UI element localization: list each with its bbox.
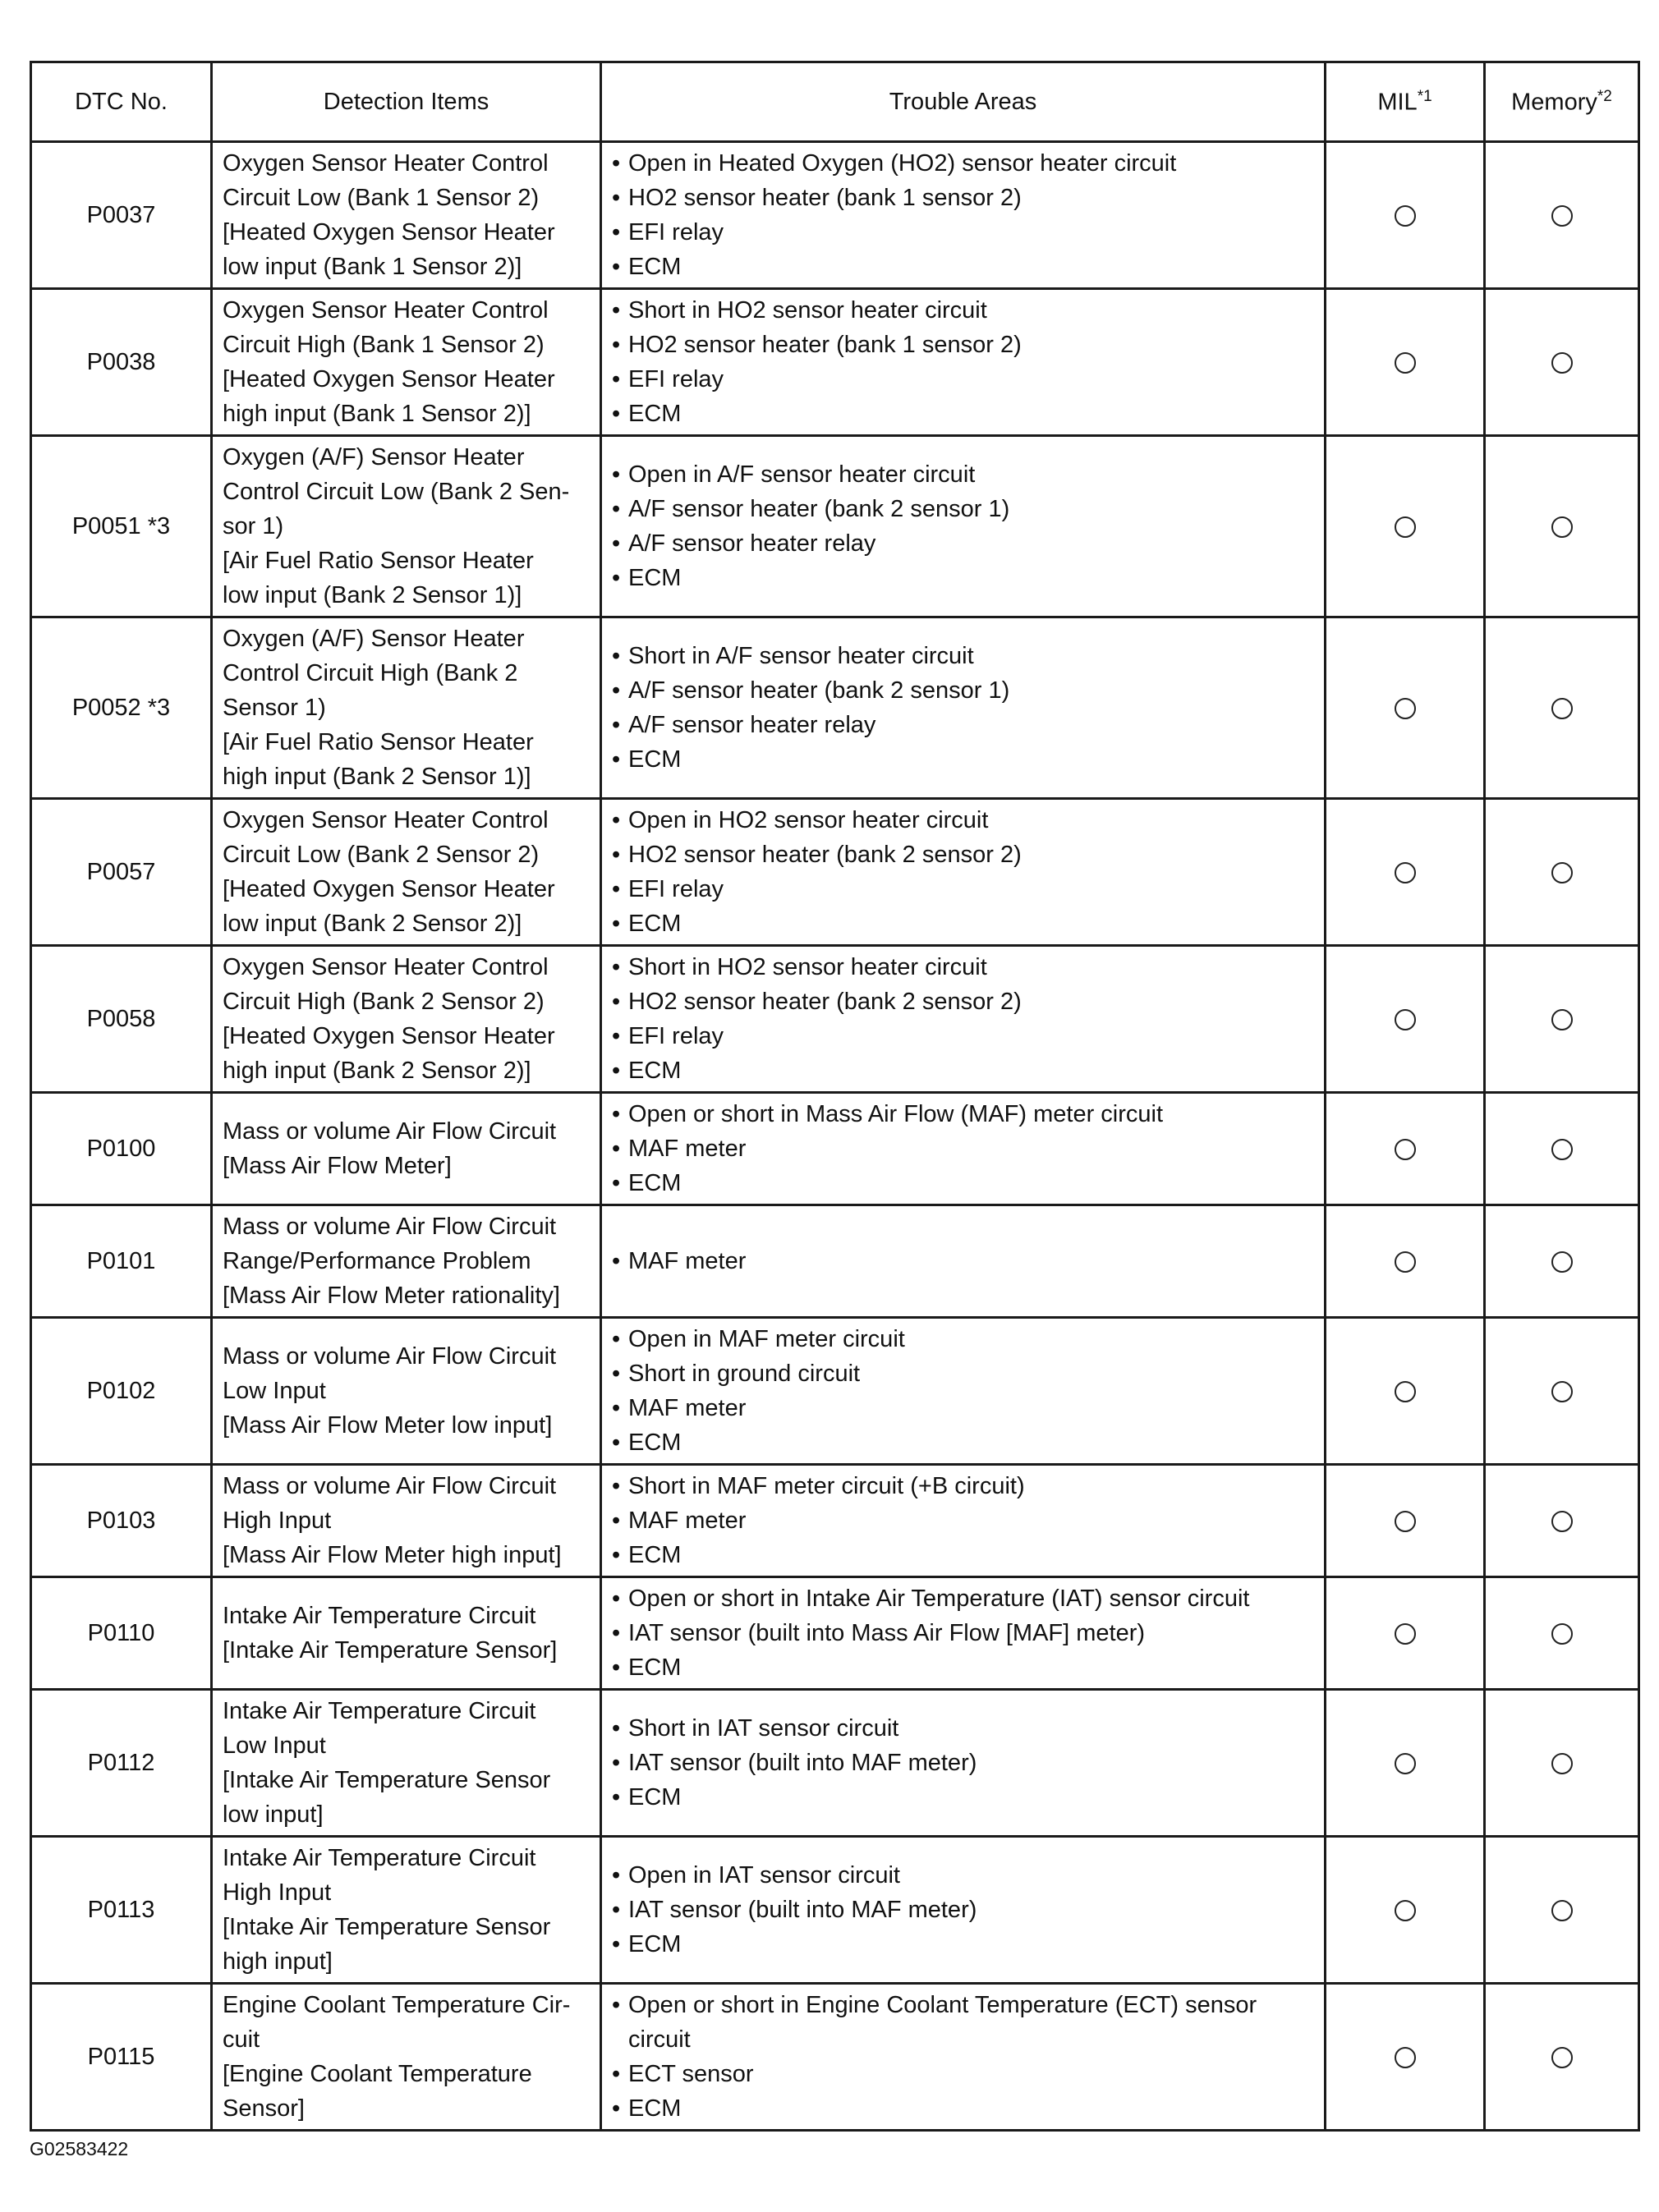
trouble-areas-cell bbox=[601, 946, 1326, 1093]
trouble-area-item: • Short in A/F sensor heater circuit bbox=[612, 639, 1316, 673]
trouble-area-item: • EFI relay bbox=[612, 215, 1316, 250]
trouble-area-item: • ECM bbox=[612, 1425, 1316, 1460]
trouble-area-item: • A/F sensor heater relay bbox=[612, 526, 1316, 561]
mil-cell bbox=[1326, 1465, 1485, 1577]
memory-cell bbox=[1485, 1577, 1639, 1690]
table-row bbox=[31, 1093, 1639, 1205]
detection-line: Low Input bbox=[223, 1378, 326, 1404]
detection-line: low input] bbox=[223, 1801, 324, 1828]
mil-circle-icon bbox=[1395, 516, 1416, 538]
trouble-area-item: • Open in MAF meter circuit bbox=[612, 1322, 1316, 1356]
dtc-code: P0058 bbox=[31, 946, 212, 1093]
detection-line: [Intake Air Temperature Sensor bbox=[223, 1767, 551, 1793]
dtc-code: P0113 bbox=[31, 1837, 212, 1984]
trouble-area-item: • Open or short in Intake Air Temperature (IAT) sensor circuit bbox=[612, 1581, 1316, 1616]
detection-line: low input (Bank 2 Sensor 2)] bbox=[223, 911, 522, 937]
mil-cell bbox=[1326, 1984, 1485, 2131]
mil-circle-icon bbox=[1395, 1900, 1416, 1921]
detection-items-cell bbox=[212, 1465, 601, 1577]
trouble-area-item: • ECM bbox=[612, 1053, 1316, 1088]
mil-circle-icon bbox=[1395, 1511, 1416, 1532]
memory-circle-icon bbox=[1551, 516, 1573, 538]
detection-line: [Heated Oxygen Sensor Heater bbox=[223, 219, 555, 246]
detection-line: [Mass Air Flow Meter] bbox=[223, 1153, 452, 1179]
table-row bbox=[31, 1318, 1639, 1465]
detection-line: Circuit High (Bank 1 Sensor 2) bbox=[223, 332, 545, 358]
detection-line: Mass or volume Air Flow Circuit bbox=[223, 1214, 557, 1240]
header-dtc-no: DTC No. bbox=[31, 62, 212, 142]
detection-line: [Mass Air Flow Meter low input] bbox=[223, 1412, 553, 1439]
dtc-code: P0102 bbox=[31, 1318, 212, 1465]
dtc-code: P0100 bbox=[31, 1093, 212, 1205]
trouble-areas-cell bbox=[601, 1577, 1326, 1690]
detection-line: Range/Performance Problem bbox=[223, 1248, 531, 1274]
trouble-area-item: • IAT sensor (built into MAF meter) bbox=[612, 1746, 1316, 1780]
detection-line: Oxygen (A/F) Sensor Heater bbox=[223, 444, 525, 470]
detection-line: Sensor 1) bbox=[223, 695, 326, 721]
detection-line: low input (Bank 2 Sensor 1)] bbox=[223, 582, 522, 608]
detection-line: Control Circuit High (Bank 2 bbox=[223, 660, 518, 686]
table-row bbox=[31, 1837, 1639, 1984]
detection-line: Oxygen Sensor Heater Control bbox=[223, 807, 549, 833]
trouble-area-item: • ECM bbox=[612, 742, 1316, 777]
mil-circle-icon bbox=[1395, 2047, 1416, 2068]
detection-line: Circuit Low (Bank 1 Sensor 2) bbox=[223, 185, 540, 211]
detection-line: [Intake Air Temperature Sensor] bbox=[223, 1637, 558, 1664]
trouble-area-item: • Open in Heated Oxygen (HO2) sensor heater circuit bbox=[612, 146, 1316, 181]
detection-items-cell bbox=[212, 289, 601, 436]
trouble-area-item: • Open or short in Mass Air Flow (MAF) meter circuit bbox=[612, 1097, 1316, 1131]
trouble-area-item: • MAF meter bbox=[612, 1391, 1316, 1425]
trouble-area-item: • EFI relay bbox=[612, 362, 1316, 397]
trouble-area-item: • HO2 sensor heater (bank 1 sensor 2) bbox=[612, 181, 1316, 215]
detection-line: [Engine Coolant Temperature bbox=[223, 2061, 532, 2087]
trouble-area-item: • A/F sensor heater relay bbox=[612, 708, 1316, 742]
memory-circle-icon bbox=[1551, 1511, 1573, 1532]
trouble-area-item: • ECM bbox=[612, 1650, 1316, 1685]
mil-circle-icon bbox=[1395, 1381, 1416, 1402]
trouble-area-item: • ECM bbox=[612, 1780, 1316, 1815]
memory-cell bbox=[1485, 1093, 1639, 1205]
trouble-area-item: • A/F sensor heater (bank 2 sensor 1) bbox=[612, 492, 1316, 526]
trouble-areas-cell bbox=[601, 1837, 1326, 1984]
trouble-area-item: • HO2 sensor heater (bank 1 sensor 2) bbox=[612, 328, 1316, 362]
memory-circle-icon bbox=[1551, 1900, 1573, 1921]
header-memory bbox=[1485, 62, 1639, 142]
trouble-areas-cell bbox=[601, 436, 1326, 617]
mil-cell bbox=[1326, 436, 1485, 617]
memory-cell bbox=[1485, 1318, 1639, 1465]
detection-line: high input (Bank 2 Sensor 1)] bbox=[223, 764, 531, 790]
detection-line: [Intake Air Temperature Sensor bbox=[223, 1914, 551, 1940]
detection-items-cell bbox=[212, 142, 601, 289]
mil-cell bbox=[1326, 1577, 1485, 1690]
header-mil bbox=[1326, 62, 1485, 142]
detection-items-cell bbox=[212, 1837, 601, 1984]
memory-circle-icon bbox=[1551, 1381, 1573, 1402]
memory-circle-icon bbox=[1551, 205, 1573, 227]
mil-circle-icon bbox=[1395, 862, 1416, 883]
header-mil-footnote: *1 bbox=[1417, 87, 1432, 105]
detection-line: Mass or volume Air Flow Circuit bbox=[223, 1343, 557, 1370]
figure-id: G02583422 bbox=[30, 2138, 129, 2159]
detection-line: low input (Bank 1 Sensor 2)] bbox=[223, 254, 522, 280]
mil-cell bbox=[1326, 289, 1485, 436]
memory-circle-icon bbox=[1551, 1139, 1573, 1160]
detection-items-cell bbox=[212, 1577, 601, 1690]
detection-line: [Mass Air Flow Meter high input] bbox=[223, 1542, 562, 1568]
dtc-code: P0037 bbox=[31, 142, 212, 289]
detection-items-cell bbox=[212, 1690, 601, 1837]
memory-cell bbox=[1485, 1205, 1639, 1318]
mil-cell bbox=[1326, 1093, 1485, 1205]
trouble-area-item: • MAF meter bbox=[612, 1244, 1316, 1278]
detection-line: Oxygen Sensor Heater Control bbox=[223, 297, 549, 324]
trouble-area-item: • Short in ground circuit bbox=[612, 1356, 1316, 1391]
detection-line: Circuit Low (Bank 2 Sensor 2) bbox=[223, 842, 540, 868]
trouble-area-item: • Short in IAT sensor circuit bbox=[612, 1711, 1316, 1746]
trouble-area-item: • Open in HO2 sensor heater circuit bbox=[612, 803, 1316, 838]
detection-line: [Heated Oxygen Sensor Heater bbox=[223, 1023, 555, 1049]
detection-line: Engine Coolant Temperature Cir- bbox=[223, 1992, 571, 2018]
trouble-areas-cell bbox=[601, 289, 1326, 436]
memory-cell bbox=[1485, 1984, 1639, 2131]
detection-line: Circuit High (Bank 2 Sensor 2) bbox=[223, 989, 545, 1015]
detection-line: [Mass Air Flow Meter rationality] bbox=[223, 1283, 560, 1309]
memory-circle-icon bbox=[1551, 862, 1573, 883]
detection-line: cuit bbox=[223, 2026, 260, 2053]
memory-circle-icon bbox=[1551, 1623, 1573, 1645]
trouble-area-item: • MAF meter bbox=[612, 1131, 1316, 1166]
detection-items-cell bbox=[212, 617, 601, 799]
detection-items-cell bbox=[212, 946, 601, 1093]
mil-circle-icon bbox=[1395, 698, 1416, 719]
detection-line: Intake Air Temperature Circuit bbox=[223, 1698, 536, 1724]
detection-line: [Heated Oxygen Sensor Heater bbox=[223, 876, 555, 902]
header-trouble-areas: Trouble Areas bbox=[601, 62, 1326, 142]
dtc-code: P0052 *3 bbox=[31, 617, 212, 799]
mil-circle-icon bbox=[1395, 205, 1416, 227]
table-row bbox=[31, 1984, 1639, 2131]
trouble-areas-cell bbox=[601, 1205, 1326, 1318]
trouble-area-item: • ECM bbox=[612, 561, 1316, 595]
dtc-code: P0103 bbox=[31, 1465, 212, 1577]
detection-line: [Air Fuel Ratio Sensor Heater bbox=[223, 729, 534, 755]
detection-line: Control Circuit Low (Bank 2 Sen- bbox=[223, 479, 570, 505]
detection-items-cell bbox=[212, 436, 601, 617]
trouble-areas-cell bbox=[601, 1984, 1326, 2131]
trouble-area-item: • ECM bbox=[612, 397, 1316, 431]
detection-line: Oxygen Sensor Heater Control bbox=[223, 150, 549, 177]
trouble-areas-cell bbox=[601, 1318, 1326, 1465]
detection-items-cell bbox=[212, 1984, 601, 2131]
detection-items-cell bbox=[212, 1205, 601, 1318]
detection-items-cell bbox=[212, 799, 601, 946]
table-row bbox=[31, 142, 1639, 289]
trouble-area-item: • ECM bbox=[612, 2091, 1316, 2126]
detection-line: high input (Bank 2 Sensor 2)] bbox=[223, 1058, 531, 1084]
trouble-areas-cell bbox=[601, 617, 1326, 799]
memory-circle-icon bbox=[1551, 1753, 1573, 1774]
trouble-area-item: • HO2 sensor heater (bank 2 sensor 2) bbox=[612, 838, 1316, 872]
detection-line: [Heated Oxygen Sensor Heater bbox=[223, 366, 555, 392]
mil-cell bbox=[1326, 142, 1485, 289]
mil-circle-icon bbox=[1395, 1139, 1416, 1160]
trouble-area-item: • IAT sensor (built into MAF meter) bbox=[612, 1893, 1316, 1927]
trouble-area-item: • Open or short in Engine Coolant Temperature (ECT) sensor circuit bbox=[612, 1988, 1316, 2057]
memory-circle-icon bbox=[1551, 1251, 1573, 1273]
detection-line: Intake Air Temperature Circuit bbox=[223, 1845, 536, 1871]
detection-line: high input (Bank 1 Sensor 2)] bbox=[223, 401, 531, 427]
memory-circle-icon bbox=[1551, 2047, 1573, 2068]
memory-circle-icon bbox=[1551, 1009, 1573, 1030]
mil-cell bbox=[1326, 946, 1485, 1093]
trouble-area-item: • ECM bbox=[612, 1538, 1316, 1572]
header-memory-label: Memory bbox=[1511, 89, 1597, 116]
detection-line: Mass or volume Air Flow Circuit bbox=[223, 1473, 557, 1499]
detection-line: High Input bbox=[223, 1879, 332, 1906]
mil-circle-icon bbox=[1395, 1251, 1416, 1273]
dtc-table bbox=[30, 61, 1640, 2132]
trouble-area-item: • EFI relay bbox=[612, 872, 1316, 906]
trouble-area-item: • Short in HO2 sensor heater circuit bbox=[612, 293, 1316, 328]
trouble-area-item: • IAT sensor (built into Mass Air Flow [MAF] meter) bbox=[612, 1616, 1316, 1650]
mil-cell bbox=[1326, 1318, 1485, 1465]
trouble-area-item: • Short in HO2 sensor heater circuit bbox=[612, 950, 1316, 984]
trouble-areas-cell bbox=[601, 1465, 1326, 1577]
table-row bbox=[31, 1465, 1639, 1577]
dtc-code: P0051 *3 bbox=[31, 436, 212, 617]
trouble-area-item: • A/F sensor heater (bank 2 sensor 1) bbox=[612, 673, 1316, 708]
trouble-area-item: • Short in MAF meter circuit (+B circuit) bbox=[612, 1469, 1316, 1503]
detection-line: high input] bbox=[223, 1948, 333, 1975]
detection-line: Low Input bbox=[223, 1732, 326, 1759]
table-body bbox=[31, 142, 1639, 2131]
trouble-area-item: • ECM bbox=[612, 1166, 1316, 1200]
table-row bbox=[31, 1205, 1639, 1318]
trouble-area-item: • ECM bbox=[612, 1927, 1316, 1962]
detection-items-cell bbox=[212, 1318, 601, 1465]
mil-circle-icon bbox=[1395, 1753, 1416, 1774]
dtc-code: P0038 bbox=[31, 289, 212, 436]
table-row bbox=[31, 289, 1639, 436]
detection-line: Intake Air Temperature Circuit bbox=[223, 1603, 536, 1629]
memory-cell bbox=[1485, 1465, 1639, 1577]
detection-line: Mass or volume Air Flow Circuit bbox=[223, 1118, 557, 1145]
memory-cell bbox=[1485, 1690, 1639, 1837]
trouble-areas-cell bbox=[601, 1690, 1326, 1837]
table-row bbox=[31, 436, 1639, 617]
memory-cell bbox=[1485, 946, 1639, 1093]
mil-cell bbox=[1326, 1837, 1485, 1984]
detection-items-cell bbox=[212, 1093, 601, 1205]
memory-cell bbox=[1485, 617, 1639, 799]
mil-circle-icon bbox=[1395, 1009, 1416, 1030]
memory-cell bbox=[1485, 799, 1639, 946]
detection-line: sor 1) bbox=[223, 513, 284, 539]
header-mil-label: MIL bbox=[1377, 89, 1418, 116]
detection-line: Oxygen (A/F) Sensor Heater bbox=[223, 626, 525, 652]
dtc-code: P0101 bbox=[31, 1205, 212, 1318]
trouble-area-item: • HO2 sensor heater (bank 2 sensor 2) bbox=[612, 984, 1316, 1019]
memory-cell bbox=[1485, 289, 1639, 436]
trouble-areas-cell bbox=[601, 142, 1326, 289]
mil-cell bbox=[1326, 1690, 1485, 1837]
table-row bbox=[31, 1577, 1639, 1690]
mil-cell bbox=[1326, 617, 1485, 799]
detection-line: High Input bbox=[223, 1508, 332, 1534]
memory-cell bbox=[1485, 436, 1639, 617]
table-row bbox=[31, 617, 1639, 799]
header-memory-footnote: *2 bbox=[1597, 87, 1612, 105]
memory-circle-icon bbox=[1551, 352, 1573, 374]
memory-cell bbox=[1485, 1837, 1639, 1984]
dtc-code: P0057 bbox=[31, 799, 212, 946]
mil-circle-icon bbox=[1395, 352, 1416, 374]
dtc-code: P0115 bbox=[31, 1984, 212, 2131]
detection-line: [Air Fuel Ratio Sensor Heater bbox=[223, 548, 534, 574]
trouble-areas-cell bbox=[601, 1093, 1326, 1205]
trouble-area-item: • MAF meter bbox=[612, 1503, 1316, 1538]
trouble-area-item: • Open in IAT sensor circuit bbox=[612, 1858, 1316, 1893]
memory-circle-icon bbox=[1551, 698, 1573, 719]
memory-cell bbox=[1485, 142, 1639, 289]
table-header-row bbox=[31, 62, 1639, 142]
mil-cell bbox=[1326, 799, 1485, 946]
trouble-area-item: • EFI relay bbox=[612, 1019, 1316, 1053]
table-row bbox=[31, 946, 1639, 1093]
dtc-code: P0112 bbox=[31, 1690, 212, 1837]
mil-circle-icon bbox=[1395, 1623, 1416, 1645]
table-row bbox=[31, 799, 1639, 946]
trouble-area-item: • ECM bbox=[612, 906, 1316, 941]
dtc-code: P0110 bbox=[31, 1577, 212, 1690]
detection-line: Oxygen Sensor Heater Control bbox=[223, 954, 549, 980]
trouble-area-item: • ECT sensor bbox=[612, 2057, 1316, 2091]
trouble-areas-cell bbox=[601, 799, 1326, 946]
detection-line: Sensor] bbox=[223, 2095, 305, 2122]
header-detection-items: Detection Items bbox=[212, 62, 601, 142]
trouble-area-item: • ECM bbox=[612, 250, 1316, 284]
table-row bbox=[31, 1690, 1639, 1837]
trouble-area-item: • Open in A/F sensor heater circuit bbox=[612, 457, 1316, 492]
mil-cell bbox=[1326, 1205, 1485, 1318]
